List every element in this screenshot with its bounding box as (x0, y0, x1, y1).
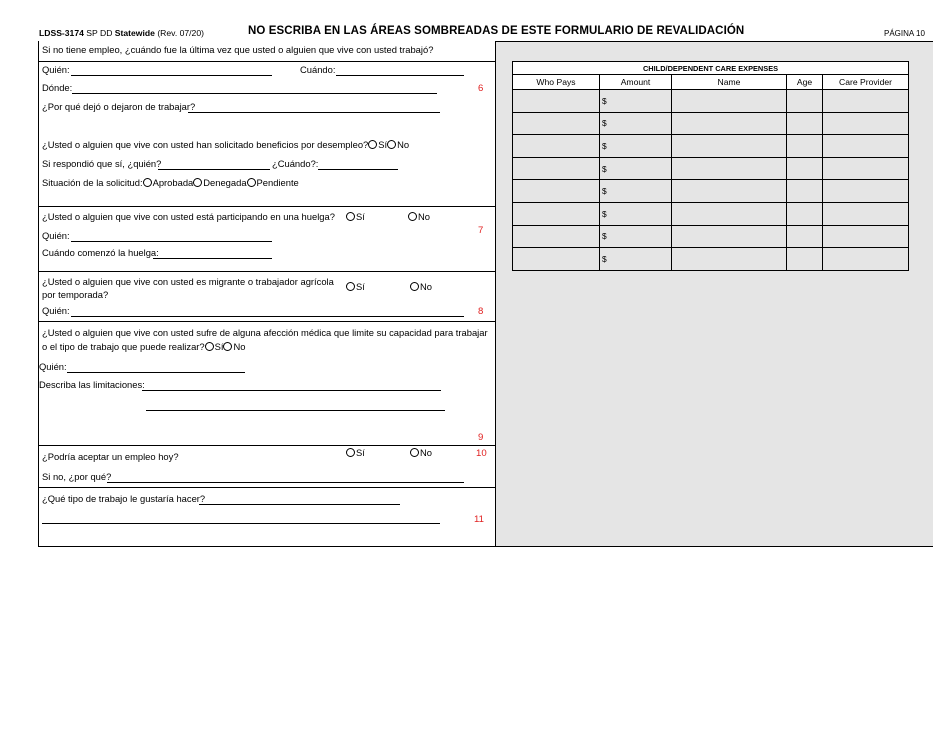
who-pays-cell[interactable] (513, 135, 600, 158)
amount-cell[interactable] (600, 248, 672, 271)
section-number-9: 9 (478, 432, 484, 443)
status-approved-radio[interactable] (143, 178, 152, 187)
currency-symbol: $ (602, 95, 607, 106)
care-provider-cell[interactable] (823, 112, 909, 135)
name-cell[interactable] (672, 202, 787, 225)
where-field[interactable] (72, 93, 437, 94)
if-yes-who-field[interactable] (158, 169, 270, 170)
who-pays-cell[interactable] (513, 202, 600, 225)
if-yes-when-label: ¿Cuándo?: (272, 158, 319, 169)
question-medical-line2 (42, 342, 245, 353)
strike-who-label: Quién: (42, 230, 70, 241)
name-cell[interactable] (672, 225, 787, 248)
status-denied-radio[interactable] (193, 178, 202, 187)
divider (38, 445, 496, 446)
age-cell[interactable] (787, 202, 823, 225)
form-revision: (Rev. 07/20) (157, 28, 204, 38)
limitations-field[interactable] (142, 390, 441, 391)
question-migrant-line2: por temporada? (42, 289, 109, 300)
section-number-10: 10 (476, 448, 487, 459)
no-label: No (418, 211, 430, 222)
strike-no (408, 212, 430, 223)
accept-job-no-radio[interactable] (410, 448, 419, 457)
currency-symbol: $ (602, 208, 607, 219)
divider (38, 61, 496, 62)
status-pending-radio[interactable] (247, 178, 256, 187)
divider (38, 487, 496, 488)
age-cell[interactable] (787, 90, 823, 113)
table-row (513, 135, 909, 158)
age-cell[interactable] (787, 112, 823, 135)
question-migrant-line1: ¿Usted o alguien que vive con usted es migrante o trabajador agrícola (42, 276, 334, 287)
table-row (513, 225, 909, 248)
table-row (513, 157, 909, 180)
unemployment-yes-radio[interactable] (368, 140, 377, 149)
age-cell[interactable] (787, 180, 823, 203)
who-pays-cell[interactable] (513, 90, 600, 113)
medical-no-radio[interactable] (223, 342, 232, 351)
question-strike: ¿Usted o alguien que vive con usted está participando en una huelga? (42, 211, 335, 222)
no-label: No (420, 447, 432, 458)
care-provider-cell[interactable] (823, 248, 909, 271)
why-left-label: ¿Por qué dejó o dejaron de trabajar? (42, 101, 196, 112)
page-title: NO ESCRIBA EN LAS ÁREAS SOMBREADAS DE ESTE FORMULARIO DE REVALIDACIÓN (248, 25, 745, 37)
migrant-yes-radio[interactable] (346, 282, 355, 291)
question-last-worked: Si no tiene empleo, ¿cuándo fue la última vez que usted o alguien que vive con usted trabajó? (42, 44, 434, 55)
migrant-no-radio[interactable] (410, 282, 419, 291)
no-label: No (397, 139, 410, 150)
table-row (513, 112, 909, 135)
if-yes-who-label: Si respondió que sí, ¿quién? (42, 158, 162, 169)
form-id-line (39, 28, 204, 38)
yes-label: Sí (378, 139, 388, 150)
col-care-provider: Care Provider (823, 75, 909, 90)
who-field[interactable] (71, 75, 272, 76)
if-no-why-label: Si no, ¿por qué? (42, 471, 112, 482)
migrant-who-field[interactable] (71, 316, 464, 317)
currency-symbol: $ (602, 186, 607, 197)
care-expenses-table (512, 61, 909, 271)
who-pays-cell[interactable] (513, 248, 600, 271)
yes-label: Sí (356, 281, 365, 292)
if-yes-when-field[interactable] (318, 169, 398, 170)
divider (38, 206, 496, 207)
when-label: Cuándo: (300, 64, 336, 75)
age-cell[interactable] (787, 225, 823, 248)
yes-label: Sí (356, 211, 365, 222)
yes-label: Sí (214, 341, 224, 352)
question-accept-job: ¿Podría aceptar un empleo hoy? (42, 451, 179, 462)
strike-no-radio[interactable] (408, 212, 417, 221)
migrant-who-label: Quién: (42, 305, 70, 316)
page-number: PÁGINA 10 (884, 29, 925, 38)
why-left-field[interactable] (188, 112, 440, 113)
col-name: Name (672, 75, 787, 90)
strike-start-field[interactable] (153, 258, 272, 259)
strike-yes-radio[interactable] (346, 212, 355, 221)
currency-symbol: $ (602, 140, 607, 151)
question-unemployment-text: ¿Usted o alguien que vive con usted han solicitado beneficios por desempleo? (42, 139, 369, 150)
care-provider-cell[interactable] (823, 157, 909, 180)
divider (38, 271, 496, 272)
status-denied-label: Denegada (203, 177, 247, 188)
name-cell[interactable] (672, 248, 787, 271)
currency-symbol: $ (602, 253, 607, 264)
section-number-11: 11 (474, 514, 484, 525)
when-field[interactable] (336, 75, 464, 76)
limitations-label: Describa las limitaciones: (39, 379, 145, 390)
name-cell[interactable] (672, 180, 787, 203)
who-pays-cell[interactable] (513, 180, 600, 203)
care-provider-cell[interactable] (823, 180, 909, 203)
form-id: LDSS-3174 (39, 28, 84, 38)
amount-cell[interactable] (600, 90, 672, 113)
divider (38, 321, 496, 322)
migrant-yes (346, 282, 365, 293)
no-label: No (233, 341, 246, 352)
amount-cell[interactable] (600, 225, 672, 248)
currency-symbol: $ (602, 163, 607, 174)
form-scope: Statewide (114, 28, 155, 38)
who-pays-cell[interactable] (513, 112, 600, 135)
currency-symbol: $ (602, 118, 607, 129)
medical-who-field[interactable] (67, 372, 245, 373)
accept-job-yes-radio[interactable] (346, 448, 355, 457)
where-label: Dónde: (42, 82, 73, 93)
strike-yes (346, 212, 365, 223)
name-cell[interactable] (672, 112, 787, 135)
care-table-title: CHILD/DEPENDENT CARE EXPENSES (513, 62, 909, 75)
medical-who-label: Quién: (39, 361, 67, 372)
care-provider-cell[interactable] (823, 90, 909, 113)
question-medical-line2-text: o el tipo de trabajo que puede realizar? (42, 341, 205, 352)
table-row (513, 248, 909, 271)
status-approved-label: Aprobada (152, 177, 194, 188)
section-number-7: 7 (478, 225, 484, 236)
question-work-type: ¿Qué tipo de trabajo le gustaría hacer? (42, 493, 206, 504)
who-pays-cell[interactable] (513, 225, 600, 248)
if-no-why-field[interactable] (107, 482, 464, 483)
care-provider-cell[interactable] (823, 135, 909, 158)
work-type-field[interactable] (199, 504, 400, 505)
migrant-no (410, 282, 432, 293)
limitations-field-line2[interactable] (146, 410, 445, 411)
work-type-field-line2[interactable] (42, 523, 440, 524)
strike-who-field[interactable] (71, 241, 272, 242)
strike-start-label: Cuándo comenzó la huelga: (42, 247, 159, 258)
care-provider-cell[interactable] (823, 202, 909, 225)
section-number-6: 6 (478, 83, 484, 94)
table-row (513, 202, 909, 225)
table-row (513, 90, 909, 113)
application-status (42, 178, 299, 189)
who-label: Quién: (42, 64, 70, 75)
amount-cell[interactable] (600, 157, 672, 180)
age-cell[interactable] (787, 135, 823, 158)
name-cell[interactable] (672, 135, 787, 158)
table-row (513, 180, 909, 203)
accept-job-yes (346, 448, 365, 459)
name-cell[interactable] (672, 90, 787, 113)
question-unemployment (42, 140, 409, 151)
no-label: No (420, 281, 432, 292)
form-variant: SP DD (86, 28, 113, 38)
status-pending-label: Pendiente (256, 177, 299, 188)
question-medical-line1: ¿Usted o alguien que vive con usted sufre de alguna afección médica que limite su capacidad para trabajar (42, 327, 488, 338)
accept-job-no (410, 448, 432, 459)
medical-yes-radio[interactable] (205, 342, 214, 351)
age-cell[interactable] (787, 248, 823, 271)
amount-cell[interactable] (600, 202, 672, 225)
age-cell[interactable] (787, 157, 823, 180)
name-cell[interactable] (672, 157, 787, 180)
unemployment-no-radio[interactable] (387, 140, 396, 149)
col-amount: Amount (600, 75, 672, 90)
who-pays-cell[interactable] (513, 157, 600, 180)
care-provider-cell[interactable] (823, 225, 909, 248)
amount-cell[interactable] (600, 135, 672, 158)
section-number-8: 8 (478, 306, 484, 317)
status-label: Situación de la solicitud: (42, 177, 143, 188)
col-age: Age (787, 75, 823, 90)
amount-cell[interactable] (600, 112, 672, 135)
col-who-pays: Who Pays (513, 75, 600, 90)
yes-label: Sí (356, 447, 365, 458)
amount-cell[interactable] (600, 180, 672, 203)
currency-symbol: $ (602, 231, 607, 242)
